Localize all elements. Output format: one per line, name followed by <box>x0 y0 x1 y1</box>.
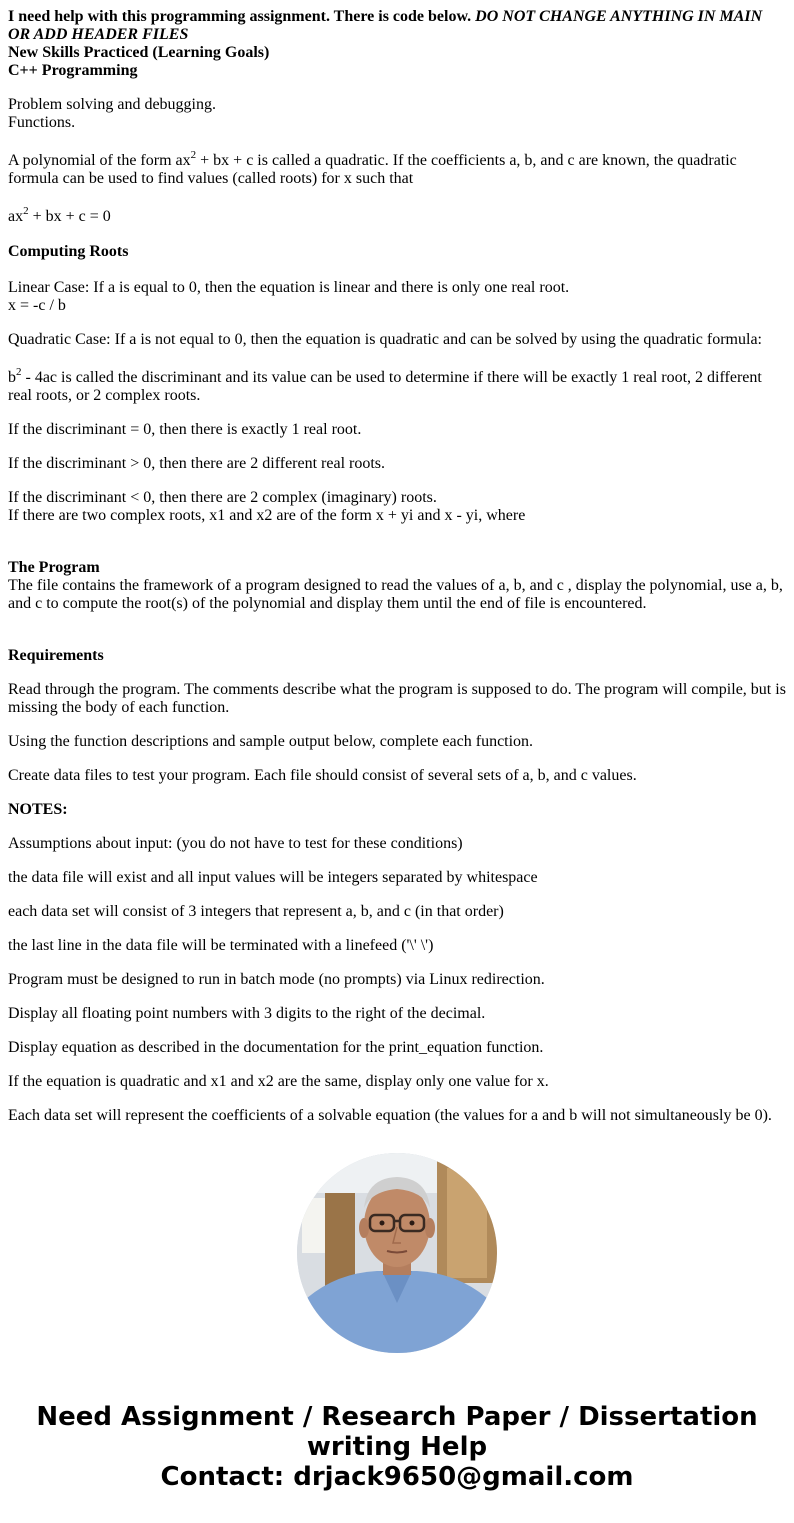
quadratic-equation: $ax^2$ + bx + c = 0 <box>8 204 111 225</box>
skills-heading: New Skills Practiced (Learning Goals) <box>8 44 270 61</box>
request-intro <box>8 8 788 44</box>
note-item: the last line in the data file will be terminated with a linefeed ('\' \') <box>8 937 434 954</box>
notes-heading: NOTES: <box>8 801 68 818</box>
note-item: the data file will exist and all input values will be integers separated by whitespace <box>8 869 538 886</box>
note-item: Program must be designed to run in batch mode (no prompts) via Linux redirection. <box>8 971 545 988</box>
promo-line: writing Help <box>306 1432 488 1462</box>
requirement-item: Using the function descriptions and sample output below, complete each function. <box>8 733 534 750</box>
promo-banner <box>0 1402 794 1492</box>
linear-formula: x = -c / b <box>8 297 66 314</box>
complex-roots-form: If there are two complex roots, x1 and x2 are of the form x + yi and x - yi, where <box>8 507 526 524</box>
note-item: If the equation is quadratic and x1 and x2 are the same, display only one value for x. <box>8 1073 549 1090</box>
linear-case: Linear Case: If a is equal to 0, then the equation is linear and there is only one real root. <box>8 279 570 296</box>
tutor-portrait <box>297 1153 497 1353</box>
requirement-item: Create data files to test your program. Each file should consist of several sets of a, b, and c values. <box>8 767 637 784</box>
language-heading: C++ Programming <box>8 62 138 79</box>
program-heading: The Program <box>8 559 100 576</box>
discriminant-greater-case: If the discriminant > 0, then there are 2 different real roots. <box>8 455 386 472</box>
promo-line: Need Assignment / Research Paper / Dissertation <box>36 1402 758 1432</box>
discriminant-less-case: If the discriminant < 0, then there are 2 complex (imaginary) roots. <box>8 489 437 506</box>
promo-contact: Contact: drjack9650@gmail.com <box>160 1462 634 1492</box>
note-item: Display all floating point numbers with 3 digits to the right of the decimal. <box>8 1005 486 1022</box>
discriminant-paragraph: $b^2 - 4ac$ is called the discriminant and its value can be used to determine if there will be exactly 1 real root, 2 different real roots, or 2 complex roots. <box>8 365 762 404</box>
note-item: Each data set will represent the coefficients of a solvable equation (the values for a and b will not simultaneously be 0). <box>8 1107 772 1124</box>
request-warning: DO NOT CHANGE ANYTHING IN MAIN OR ADD HEADER FILES <box>8 8 763 43</box>
computing-roots-heading: Computing Roots <box>8 243 129 260</box>
skill-item: Functions. <box>8 114 76 131</box>
tutor-avatar <box>297 1153 497 1353</box>
request-intro-text: I need help with this programming assignment. There is code below. <box>8 8 476 25</box>
quadratic-case: Quadratic Case: If a is not equal to 0, then the equation is quadratic and can be solved by using the quadratic formula: <box>8 331 762 348</box>
requirement-item: Read through the program. The comments describe what the program is supposed to do. The program will compile, but is missing the body of each function. <box>8 681 786 716</box>
program-description: The file contains the framework of a program designed to read the values of a, b, and c , display the polynomial, use a, b, and c to compute the root(s) of the polynomial and display them until the end of file is encountered. <box>8 577 783 612</box>
discriminant-equal-case: If the discriminant = 0, then there is exactly 1 real root. <box>8 421 362 438</box>
requirements-heading: Requirements <box>8 647 104 664</box>
skill-item: Problem solving and debugging. <box>8 96 216 113</box>
polynomial-paragraph: A polynomial of the form $ax^2$ + bx + c is called a quadratic. If the coefficients a, b, and c are known, the quadratic formula can be used to find values (called roots) for x such that <box>8 148 737 187</box>
note-item: each data set will consist of 3 integers that represent a, b, and c (in that order) <box>8 903 504 920</box>
note-item: Display equation as described in the documentation for the print_equation function. <box>8 1039 544 1056</box>
note-item: Assumptions about input: (you do not have to test for these conditions) <box>8 835 463 852</box>
